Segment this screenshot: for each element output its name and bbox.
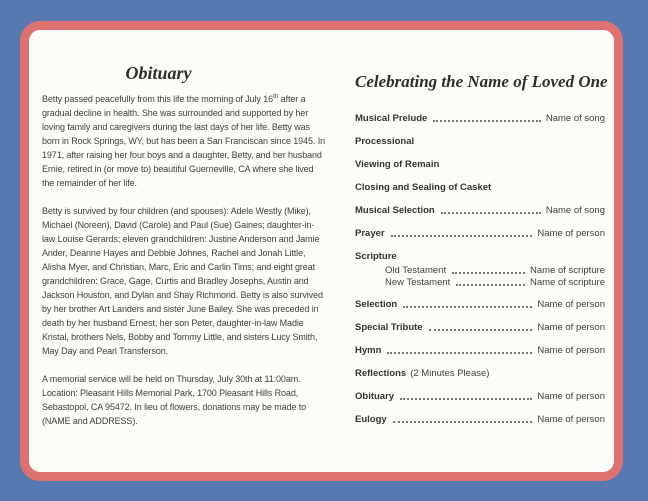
program-item-musical-prelude [355,113,605,124]
program-item-value: Name of person [537,322,605,333]
program-item-label: Reflections [355,368,407,379]
paragraph-1-text: Betty passed peacefully from this life the morning of July 16 [42,94,274,104]
program-page [355,30,608,472]
program-item-label: Selection [355,299,398,310]
dotted-leader [403,306,532,308]
program-item-label: Prayer [355,228,385,239]
funeral-program-card [20,21,623,481]
scripture-new-testament [385,277,605,288]
program-item-value: Name of song [545,113,605,124]
dotted-leader [433,120,541,122]
program-item-label: Musical Selection [355,205,435,216]
obituary-title: Obituary [125,63,192,83]
scripture-sub-label: Old Testament [385,265,447,276]
dotted-leader [441,212,541,214]
scripture-sub-value: Name of scripture [530,265,605,276]
program-item-selection [355,299,605,310]
obituary-paragraph-1 [42,92,327,190]
program-item-label: Scripture [355,251,397,262]
program-item-scripture [355,251,605,288]
scripture-old-testament [385,265,605,276]
dotted-leader [400,398,532,400]
obituary-paragraph-2: Betty is survived by four children (and spouses): Adele Westly (Mike), Michael (Noreen), David (Carole) and Paul (Sue) Gaines; daughter-in-law Louise Gerards; eleven grandchildren: Justine Anderson and Jamie Ander, Deanne Hayes and Debbie Johnes, Rachel and Jonah Little, Alisha Myer, and Christian, Marc, Eric and Carlin Tims; and eight great grandchildren: Grace, Gage, Curtis and Bradley Josephs, Austin and Jackson Houston, and Dylan and Shay Richmond. Betty is also survived by her brother Art Landers and sister June Bailey. She was preceded in death by her husband Ernest, her son Peter, daughter-in-law Madie Kristal, brothers Nels, Bobby and Tommy Little, and sisters Lucy Smith, May Day and Pearl Transferson. [42,206,323,356]
dotted-leader [452,272,525,274]
scripture-sub-label: New Testament [385,277,451,288]
obituary-page [29,30,327,472]
paragraph-1-text-continued: after a gradual decline in health. She was surrounded and supported by her loving family and caregivers during the last days of her life. Betty was born in Rock Springs, WY, but has been a San Franciscan since 1945. In 1971, after raising her four boys and a daughter, Betty, and her husband Ernie, retired in (or move to) beautiful Guerneville, CA where she lived the remainder of her life. [42,94,326,188]
program-item-label: Obituary [355,391,395,402]
program-item-label: Hymn [355,345,382,356]
program-item-label: Special Tribute [355,322,423,333]
program-item-hymn [355,345,605,356]
program-item-value: Name of person [537,299,605,310]
dotted-leader [387,352,532,354]
program-item-suffix: (2 Minutes Please) [410,368,490,379]
program-item-label: Viewing of Remain [355,159,440,170]
program-item-reflections [355,368,605,379]
program-item-label: Eulogy [355,414,387,425]
dotted-leader [429,329,533,331]
program-item-eulogy [355,414,605,425]
dotted-leader [391,235,533,237]
program-item-value: Name of person [537,391,605,402]
program-item-musical-selection [355,205,605,216]
program-item-obituary [355,391,605,402]
program-title: Celebrating the Name of Loved One [355,72,608,91]
program-item-special-tribute [355,322,605,333]
obituary-text [42,92,327,428]
program-item-value: Name of person [537,228,605,239]
program-item-value: Name of song [545,205,605,216]
program-item-closing-and-sealing [355,182,605,193]
ordinal-superscript: th [273,93,279,100]
program-item-prayer [355,228,605,239]
program-item-viewing-of-remain [355,159,605,170]
obituary-paragraph-3: A memorial service will be held on Thursday, July 30th at 11:00am. Location: Pleasant Hills Memorial Park, 1700 Pleasant Hills Road, Sebastopol, CA 95472. In lieu of flowers, donations may be made to (NAME and ADDRESS). [42,374,307,426]
scripture-heading [355,251,605,262]
scripture-sub-value: Name of scripture [530,277,605,288]
dotted-leader [393,421,533,423]
program-item-label: Processional [355,136,415,147]
program-item-processional [355,136,605,147]
program-item-label: Closing and Sealing of Casket [355,182,492,193]
program-item-value: Name of person [537,345,605,356]
program-item-value: Name of person [537,414,605,425]
dotted-leader [456,284,525,286]
program-item-label: Musical Prelude [355,113,428,124]
